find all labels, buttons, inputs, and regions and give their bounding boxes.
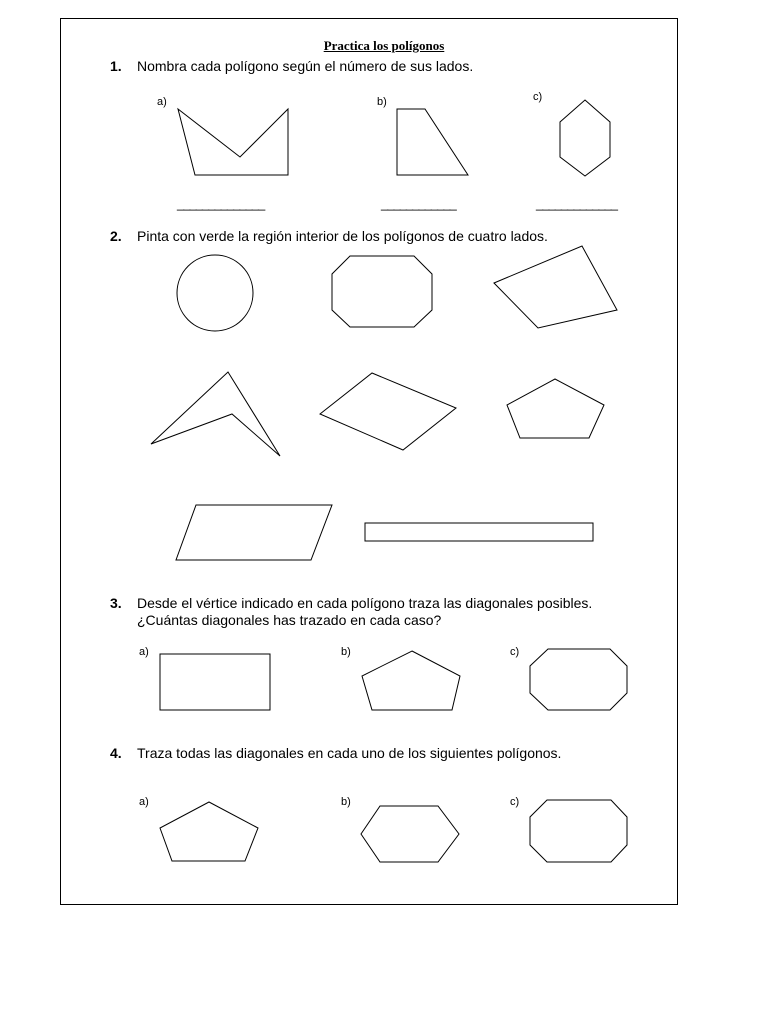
label-3a: a) [139,646,149,658]
label-3c: c) [510,646,520,658]
quadrilateral-shape [494,246,617,328]
octagon-4c [530,800,627,862]
hexagon-4b [361,806,459,862]
answer-blank-c[interactable]: _____________ [536,196,617,211]
parallelogram-shape [176,505,332,560]
circle-shape [177,255,253,331]
label-4b: b) [341,796,351,808]
question-text: Pinta con verde la región interior de los polígonos de cuatro lados. [137,228,548,244]
rectangle-3a [160,654,270,710]
label-4a: a) [139,796,149,808]
question-text: Desde el vértice indicado en cada polígono traza las diagonales posibles. [137,595,593,611]
answer-blank-a[interactable]: ______________ [177,196,265,211]
label-1b: b) [377,96,387,108]
long-rectangle-shape [365,523,593,541]
label-3b: b) [341,646,351,658]
pentagon-shape [507,379,604,438]
question-text: ¿Cuántas diagonales has trazado en cada caso? [137,612,442,628]
pentagon-4a [160,802,258,861]
label-4c: c) [510,796,520,808]
pentagon-3b [362,651,460,710]
rhombus-shape [320,373,456,450]
concave-pentagon [178,109,288,175]
octagon-3c [530,649,627,710]
question-text: Nombra cada polígono según el número de sus lados. [137,58,474,74]
question-number: 2. [110,228,122,244]
octagon-shape [332,256,432,327]
concave-quadrilateral-arrow [151,372,280,456]
label-1c: c) [533,91,543,103]
question-number: 1. [110,58,122,74]
hexagon-vertical [560,100,610,176]
question-number: 4. [110,745,122,761]
label-1a: a) [157,96,167,108]
question-text: Traza todas las diagonales en cada uno de los siguientes polígonos. [137,745,562,761]
answer-blank-b[interactable]: ____________ [381,196,456,211]
question-number: 3. [110,595,122,611]
right-trapezoid [397,109,468,175]
page-title: Practica los polígonos [323,38,445,53]
